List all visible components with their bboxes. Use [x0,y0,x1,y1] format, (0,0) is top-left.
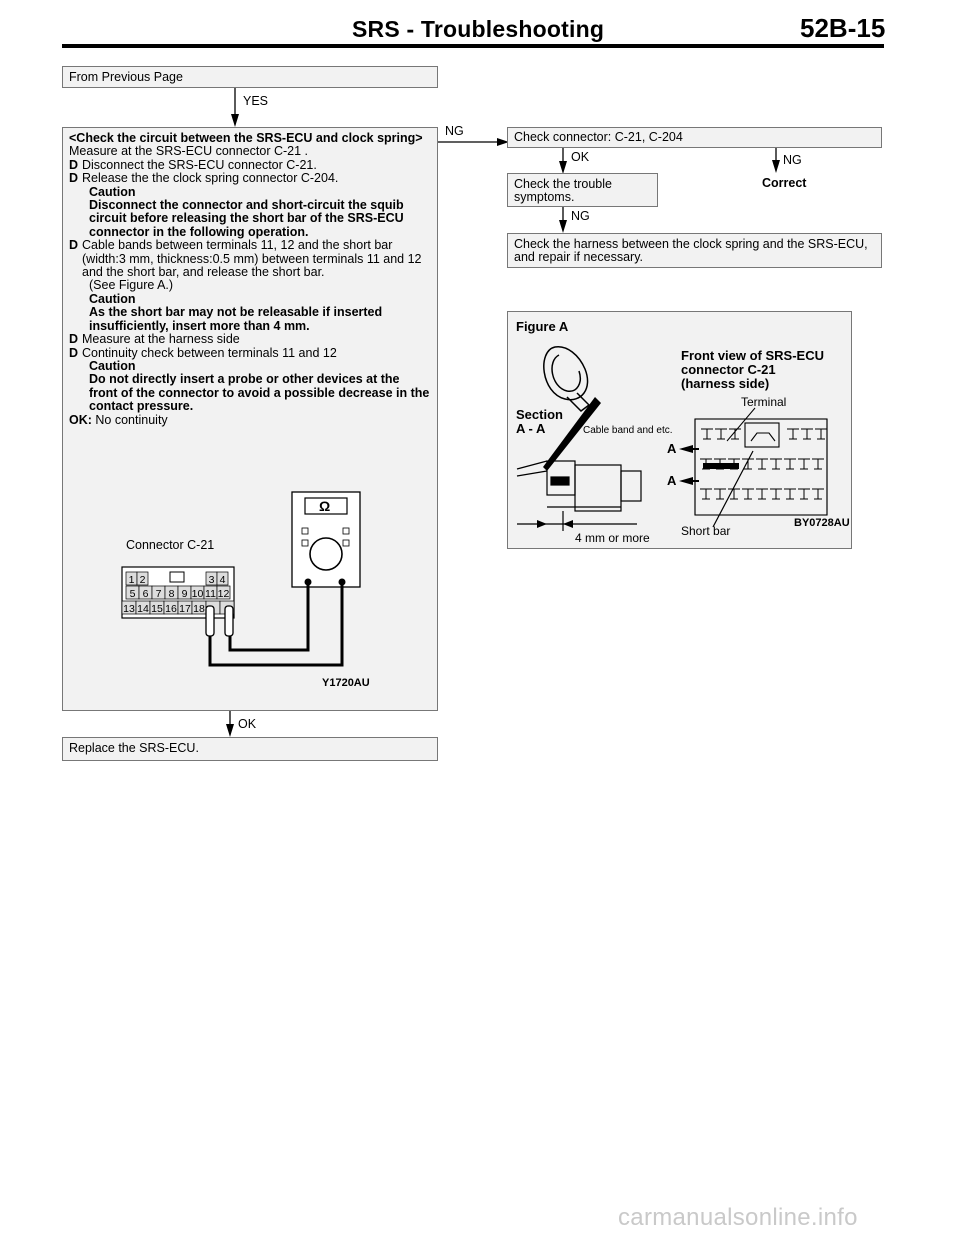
bullet-item: D Measure at the harness side [69,332,240,347]
measure-text: Measure at the SRS-ECU connector C-21 . [69,144,308,159]
terminal-socket [756,459,768,469]
caution-text: Do not directly insert a probe or other devices at the front of the connector to avoid a possible decrease in the contact pressure. [89,372,430,414]
section-arrows [679,445,699,485]
probe-tip [206,606,214,636]
pin-label: 1 [128,574,135,586]
section-label: A - A [516,421,546,436]
pin-label: 18 [193,603,205,615]
check-circuit-title: <Check the circuit between the SRS-ECU and clock spring> [69,131,423,145]
caution-head: Caution [89,184,136,199]
terminal-label: Terminal [741,395,787,409]
terminal-socket [714,489,726,499]
short-bar-label: Short bar [681,524,731,538]
check-harness-text: Check the harness between the clock spring and the SRS-ECU, and repair if necessary. [514,237,868,265]
pin-label: 8 [168,588,175,600]
page-number: 52B-15 [800,13,886,43]
bullet-item: D Release the the clock spring connector C-204. [69,171,339,186]
pin-label: 7 [155,588,162,600]
section-label: Section [516,407,563,422]
ok-label-bottom: OK [238,717,257,731]
caution-head: Caution [89,291,136,306]
figure-code: BY0728AU [794,517,850,529]
terminal-socket [701,429,713,439]
pin-label: 13 [123,603,135,615]
from-previous-box [62,66,438,88]
page-title: SRS - Troubleshooting [352,16,605,42]
check-trouble-text: Check the trouble symptoms. [514,177,612,205]
probe-jack [339,579,346,586]
terminal-socket [815,429,827,439]
check-harness-box [507,233,882,268]
ng-label-main: NG [445,124,464,138]
cable-band-label: Cable band and etc. [583,425,673,436]
pin-label: 5 [129,588,136,600]
terminal-socket [812,459,824,469]
pin-label: 3 [208,574,215,586]
terminal-socket [700,489,712,499]
replace-box [62,737,438,761]
terminal-socket [787,429,799,439]
front-view-line: Front view of SRS-ECU [681,348,825,363]
watermark: carmanualsonline.info [618,1204,858,1231]
yes-label: YES [243,94,269,108]
check-trouble-box [507,173,658,207]
terminal-socket [798,459,810,469]
short-bar [703,463,739,469]
caution-head: Caution [89,358,136,373]
ohm-symbol: Ω [319,498,331,514]
pin-label: 2 [139,574,146,586]
pin-label: 16 [165,603,177,615]
replace-text: Replace the SRS-ECU. [69,741,199,755]
pin-label: 4 [219,574,226,586]
pin-label: 11 [205,588,216,600]
correct-label: Correct [762,176,807,190]
arrow-a-label: A [667,473,677,488]
terminal-socket [812,489,824,499]
front-view-line: connector C-21 [681,362,776,377]
pin-label: 15 [151,603,163,615]
pin-label: 17 [179,603,191,615]
terminal-socket [784,489,796,499]
section-view [517,461,641,531]
bullet-item: D Cable bands between terminals 11, 12 and the short bar (width:3 mm, thickness:0.5 mm) between terminals 11 and 12 and the short bar, and release the short bar. [69,238,422,280]
from-previous-text: From Previous Page [69,70,183,84]
meter-diagram [100,490,400,695]
terminal-socket [784,459,796,469]
pin-label: 10 [191,588,204,600]
pin-label: 12 [217,588,230,600]
pin-label: 14 [137,603,149,615]
four-mm-label: 4 mm or more [575,531,650,545]
terminal-socket [729,429,741,439]
terminal-socket [715,429,727,439]
terminal-socket [742,489,754,499]
ok-label-1: OK [571,150,590,164]
figure-a-title: Figure A [516,319,569,334]
terminal-socket [770,459,782,469]
caution-text: As the short bar may not be releasable if inserted insufficiently, insert more than 4 mm. [89,305,383,333]
meter-dial [310,538,342,570]
arrow-a-label: A [667,441,677,456]
bullet-item: D Continuity check between terminals 11 and 12 [69,345,337,360]
terminal-socket [801,429,813,439]
figure-a-diagram [507,311,852,549]
pin-label: 6 [142,588,149,600]
terminal-socket [798,489,810,499]
check-connector-text: Check connector: C-21, C-204 [514,130,683,144]
see-figure: (See Figure A.) [89,278,174,293]
front-view-line: (harness side) [681,376,770,391]
bullet-item: D Disconnect the SRS-ECU connector C-21. [69,157,317,172]
connector-label: Connector C-21 [126,538,215,552]
ok-criteria: OK: No continuity [69,412,168,427]
pin-label: 9 [181,588,188,600]
caution-text: Disconnect the connector and short-circuit the squib circuit before releasing the short bar of the SRS-ECU connector in the following operation. [89,198,404,239]
check-connector-box [507,127,882,148]
terminal-socket [770,489,782,499]
diagram-code: Y1720AU [322,677,370,689]
terminal-socket [756,489,768,499]
probe-jack [305,579,312,586]
ng-label-1: NG [783,153,802,167]
probe-tip [225,606,233,636]
ng-label-2: NG [571,209,590,223]
